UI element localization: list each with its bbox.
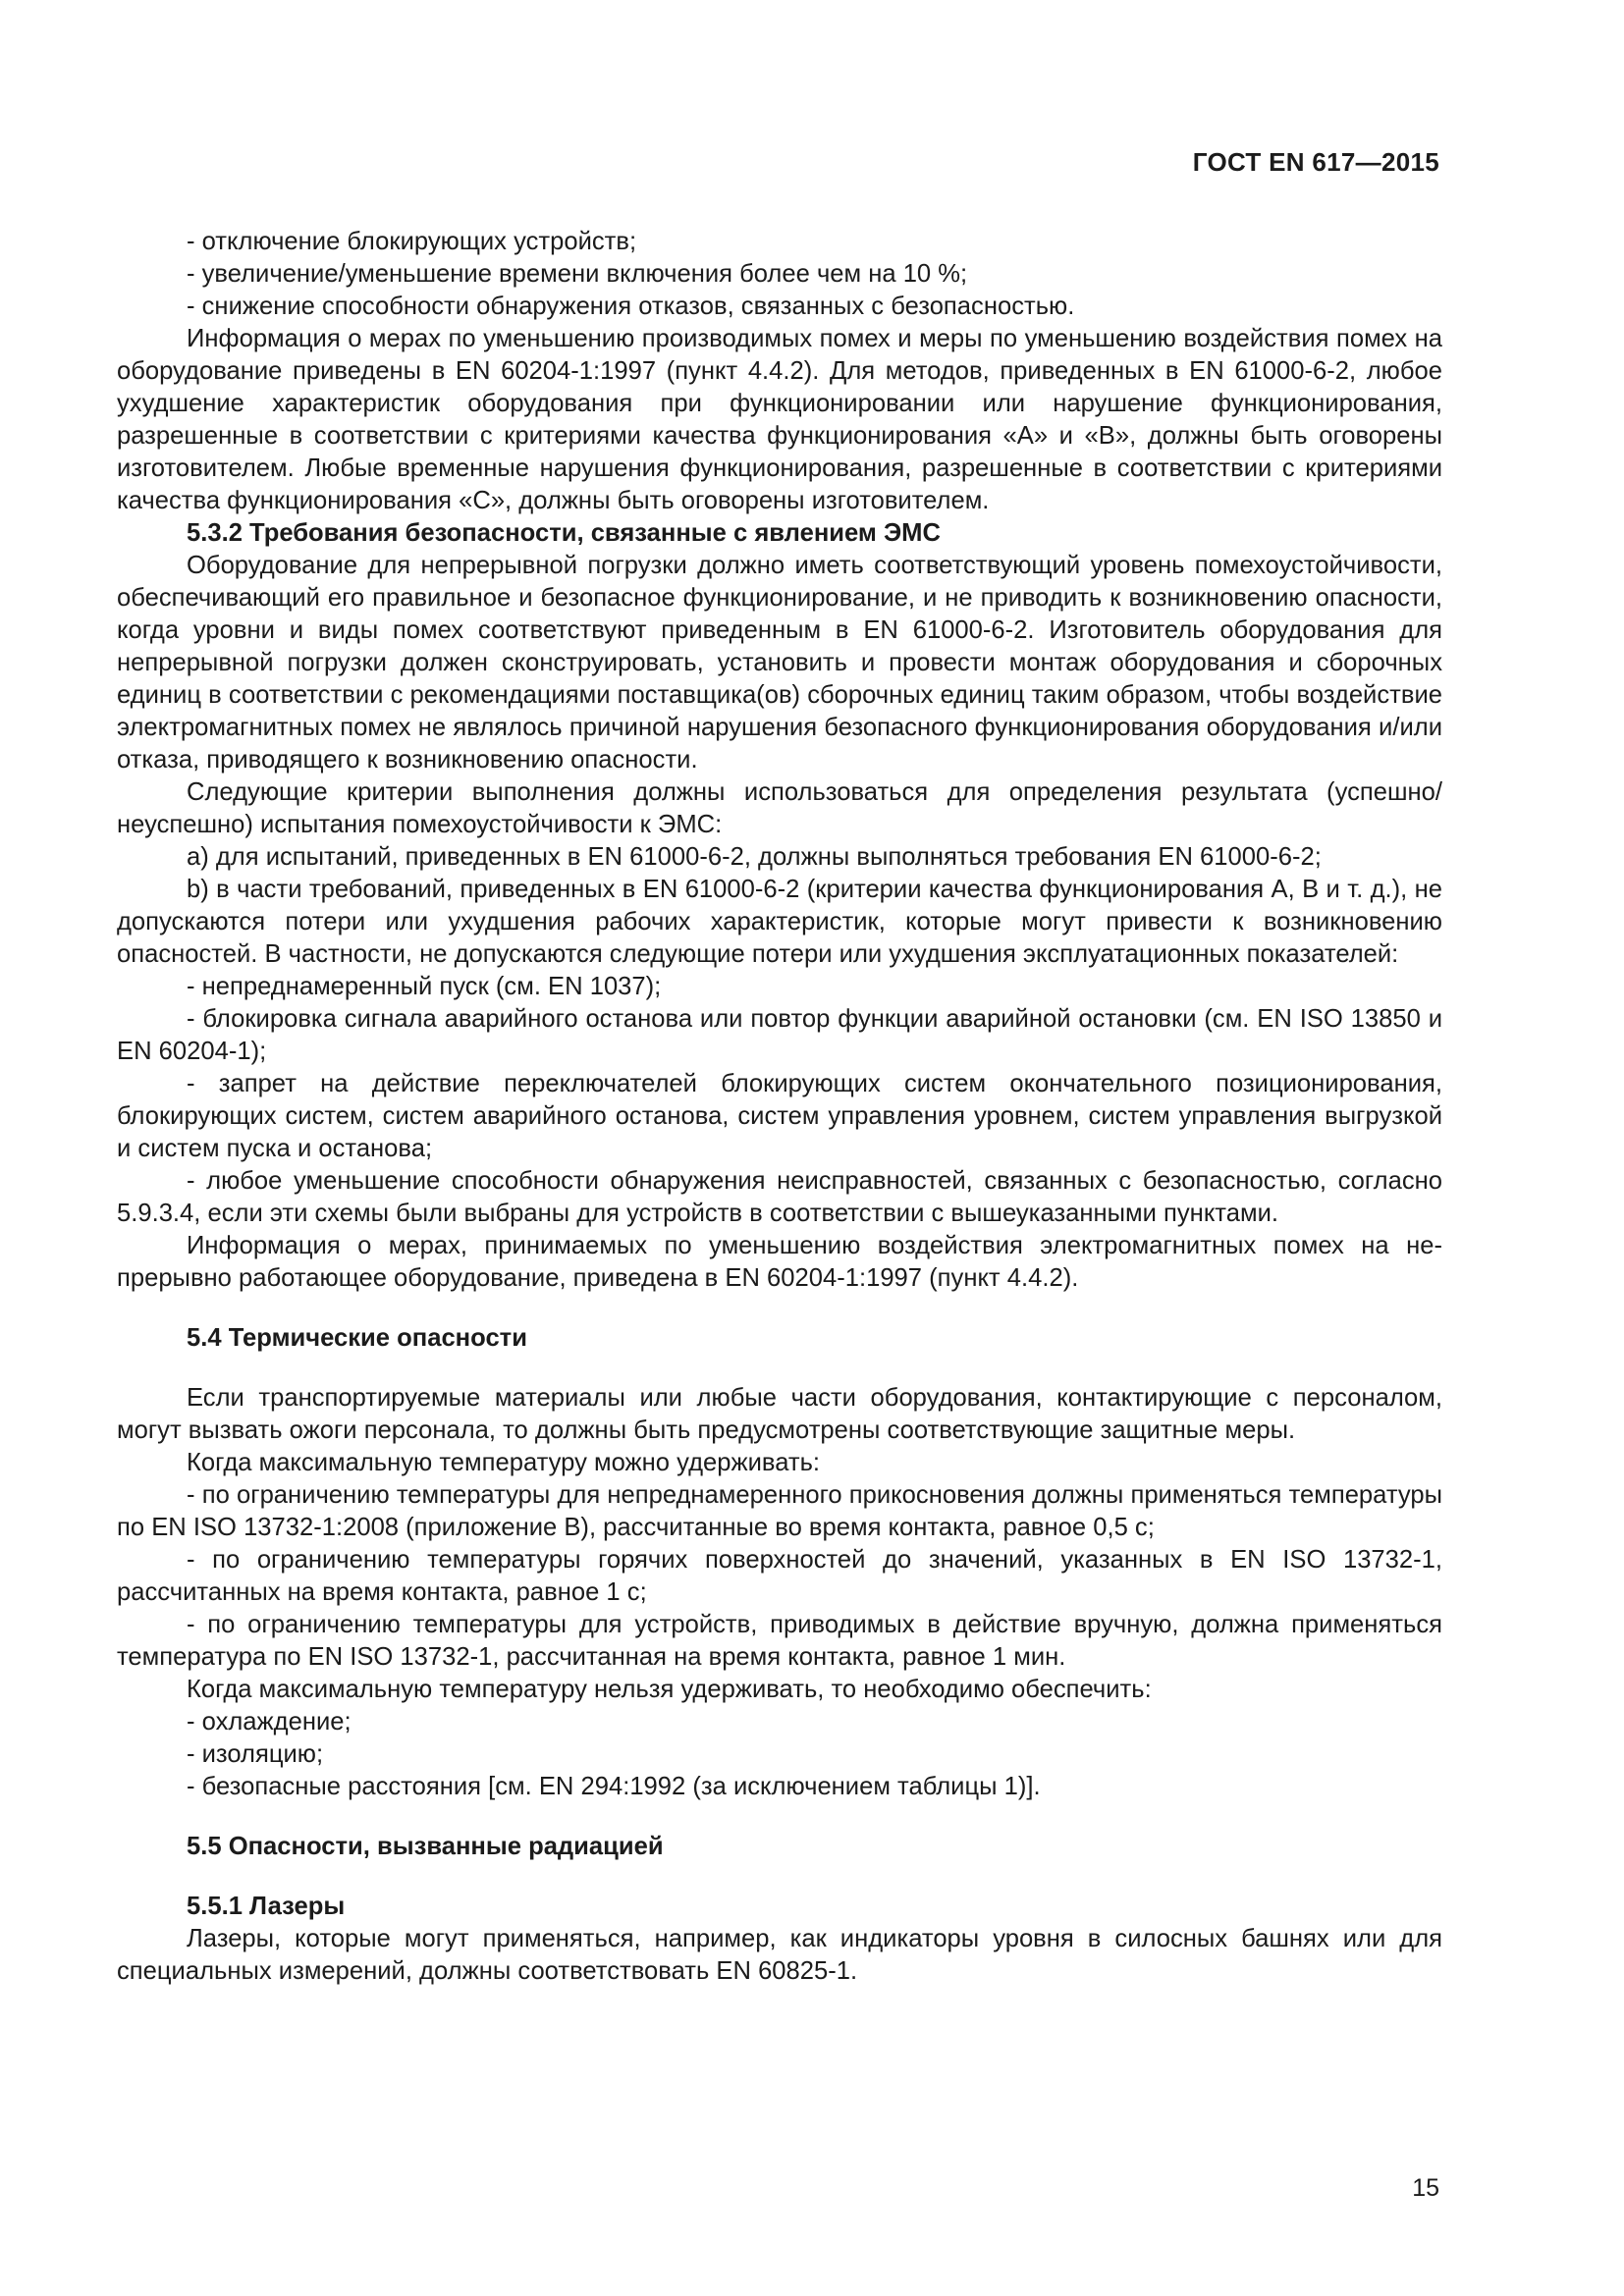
paragraph: Лазеры, которые могут применяться, например, как индикаторы уровня в силосных башнях или для специальных измерений, должны соответствовать EN 60825-1. [117,1925,1442,1985]
paragraph: Информация о мерах по уменьшению производимых помех и меры по уменьшению воздействия помех на оборудование приведены в EN 60204-1:1997 (пункт 4.4.2). Для методов, приведенных в EN 61000-6-2, любое ухудшение характеристик оборудования при функционировании или нарушение функционирования, разрешенные в соответствии с критериями качества функционирования «А» и «В», должны быть оговорены изготовителем. Любые временные нарушения функционирования, разрешенные в соответствии с критериями качества функционирования «С», должны быть оговорены изготовителем. [117,325,1442,514]
list-item: - по ограничению температуры для устройств, приводимых в действие вручную, должна применяться температура по EN ISO 13732-1, рассчитанная на время контакта, равное 1 мин. [117,1611,1442,1671]
paragraph: Следующие критерии выполнения должны использоваться для определения результата (успешно/неуспешно) испытания помехоустойчивости к ЭМС: [117,778,1442,838]
list-item: - непреднамеренный пуск (см. EN 1037); [187,973,662,1000]
paragraph: Когда максимальную температуру нельзя удерживать, то необходимо обеспечить: [187,1676,1152,1703]
paragraph: Если транспортируемые материалы или любые части оборудования, контактирующие с персоналом, могут вызвать ожоги персонала, то должны быть предусмотрены соответствующие защитные меры. [117,1384,1442,1444]
list-item: - блокировка сигнала аварийного останова или повтор функции аварийной остановки (см. EN ISO 13850 и EN 60204-1); [117,1005,1442,1065]
paragraph: Информация о мерах, принимаемых по уменьшению воздействия электромагнитных помех на непрерывно работающее оборудование, приведена в EN 60204-1:1997 (пункт 4.4.2). [117,1232,1442,1292]
document-header: ГОСТ EN 617—2015 [1192,147,1439,177]
section-heading-5-5: 5.5 Опасности, вызванные радиацией [187,1833,664,1860]
list-item: - запрет на действие переключателей блокирующих систем окончательного позиционирования, блокирующих систем, систем аварийного останова, систем управления уровнем, систем управления выгрузкой и систем пуска и останова; [117,1070,1442,1162]
list-item: - любое уменьшение способности обнаружения неисправностей, связанных с безопасностью, согласно 5.9.3.4, если эти схемы были выбраны для устройств в соответствии с вышеуказанными пунктами. [117,1167,1442,1227]
list-item: - увеличение/уменьшение времени включения более чем на 10 %; [187,260,968,288]
list-item: - отключение блокирующих устройств; [187,228,637,255]
paragraph: Оборудование для непрерывной погрузки должно иметь соответствующий уровень помехоустойчивости, обеспечивающий его правильное и безопасное функционирование, и не приводить к возникновению опасности, когда уровни и виды помех соответствуют приведенным в EN 61000-6-2. Изготовитель оборудования для непрерывной погрузки должен сконструировать, установить и провести монтаж оборудования и сборочных единиц в соответствии с рекомендациями поставщика(ов) сборочных единиц таким образом, чтобы воздействие электромагнитных помех не являлось причиной нарушения безопасного функционирования оборудования и/или отказа, приводящего к возникновению опасности. [117,552,1442,774]
list-item-b: b) в части требований, приведенных в EN 61000-6-2 (критерии качества функционирования А, В и т. д.), не допускаются потери или ухудшения рабочих характеристик, которые могут привести к возникновению опасностей. В частности, не допускаются следующие потери или ухудшения эксплуатационных показателей: [117,876,1442,968]
list-item-a: а) для испытаний, приведенных в EN 61000-6-2, должны выполняться требования EN 61000-6-2; [187,843,1322,871]
list-item: - охлаждение; [187,1708,352,1735]
section-heading-5-5-1: 5.5.1 Лазеры [187,1893,346,1920]
paragraph: Когда максимальную температуру можно удерживать: [187,1449,821,1476]
list-item: - безопасные расстояния [см. EN 294:1992 (за исключением таблицы 1)]. [187,1773,1041,1800]
list-item: - по ограничению температуры горячих поверхностей до значений, указанных в EN ISO 13732-1, рассчитанных на время контакта, равное 1 с; [117,1546,1442,1606]
list-item: - снижение способности обнаружения отказов, связанных с безопасностью. [187,293,1075,320]
section-heading-5-4: 5.4 Термические опасности [187,1324,527,1352]
document-body [117,226,1442,1988]
list-item: - изоляцию; [187,1740,324,1768]
page-number: 15 [1412,2174,1439,2202]
list-item: - по ограничению температуры для непреднамеренного прикосновения должны применяться температуры по EN ISO 13732-1:2008 (приложение В), рассчитанные во время контакта, равное 0,5 с; [117,1481,1442,1541]
section-heading-5-3-2: 5.3.2 Требования безопасности, связанные с явлением ЭМС [187,519,941,547]
